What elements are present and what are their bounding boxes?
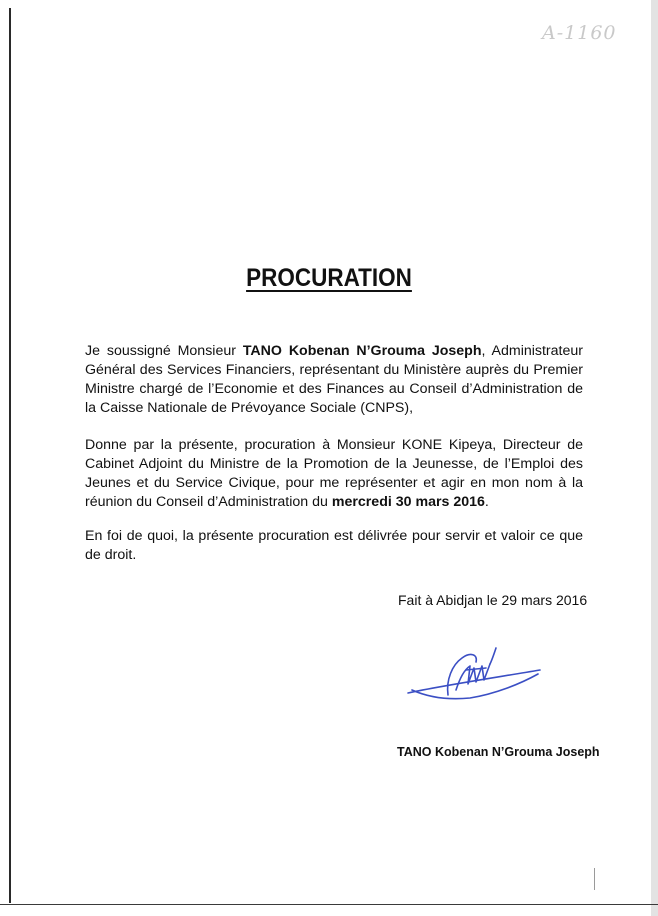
scan-mark [594, 868, 595, 890]
paragraph1-intro: Je soussigné Monsieur [85, 343, 243, 359]
paragraph-declarant [85, 342, 583, 418]
paragraph-closing: En foi de quoi, la présente procuration est délivrée pour servir et valoir ce que de droit. [85, 528, 583, 563]
handwritten-signature [400, 640, 550, 715]
signatory-name: TANO Kobenan N’Grouma Joseph [397, 745, 600, 759]
paragraph2-end: . [484, 494, 489, 510]
scan-bottom-edge [0, 904, 658, 905]
document-title: PROCURATION [246, 264, 412, 292]
paragraph2-text: Donne par la présente, procuration à Monsieur KONE Kipeya, Directeur de Cabinet Adjoint du Ministre de la Promotion de la Jeunesse, de l’Emploi des Jeunes et du Service Civique, pour me représenter et agir en mon nom à la réunion du Conseil d’Administration du [85, 437, 583, 510]
paragraph1-rest: , Administrateur Général des Services Financiers, représentant du Ministère auprès du Premier Ministre chargé de l’Economie et des Finances au Conseil d’Administration de la Caisse Nationale de Prévoyance Sociale (CNPS), [85, 343, 583, 416]
signature-strokes [408, 648, 540, 699]
declarant-name: TANO Kobenan N’Grouma Joseph [242, 343, 482, 359]
scan-left-edge [9, 8, 11, 903]
place-and-date: Fait à Abidjan le 29 mars 2016 [398, 592, 588, 608]
meeting-date: mercredi 30 mars 2016 [331, 494, 485, 510]
scan-right-shadow [651, 0, 658, 916]
paragraph-proxy [85, 436, 583, 512]
handwritten-reference-number: A-1160 [542, 22, 617, 44]
